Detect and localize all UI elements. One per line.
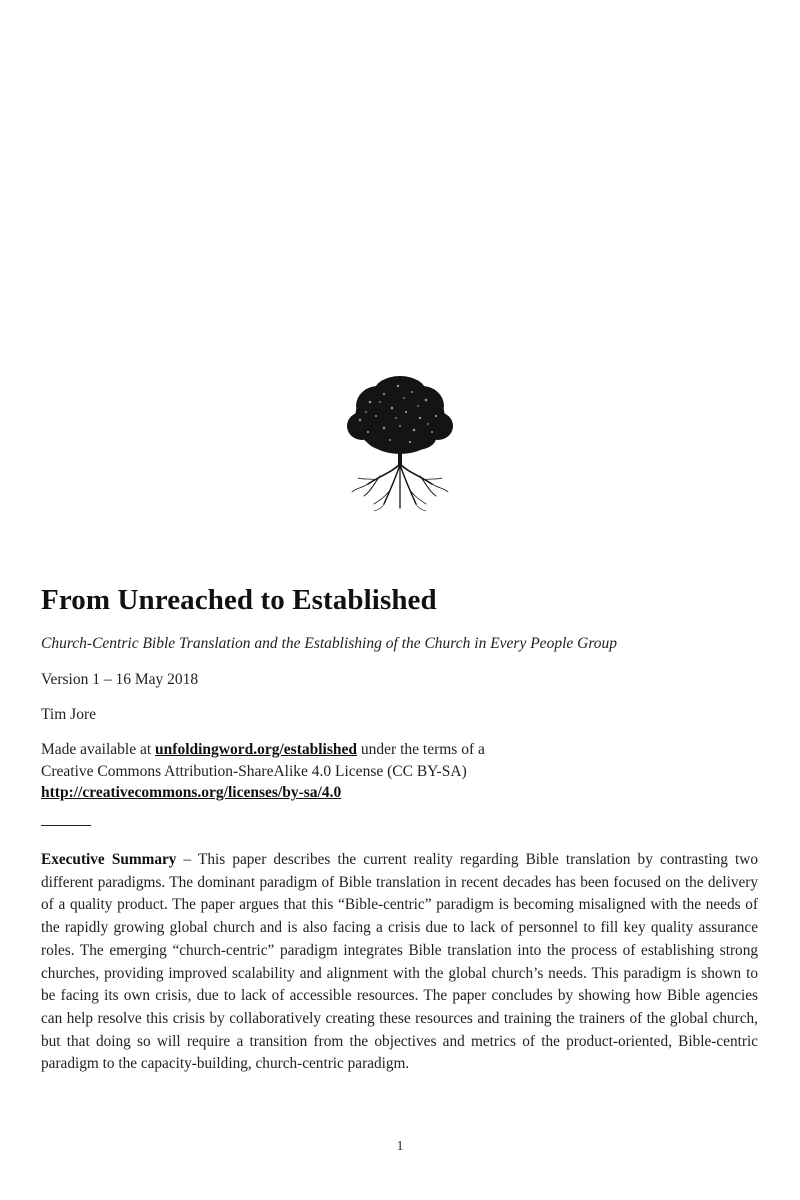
tree-logo-icon: [340, 372, 460, 512]
summary-text: – This paper describes the current reality regarding Bible translation by contrasting two different paradigms. The dominant paradigm of Bible translation in recent decades has been focused on the delivery of a quality product. The paper argues that this “Bible-centric” paradigm is becoming misaligned with the needs of the rapidly growing global church and is also facing a crisis due to lack of personnel to fill key quality assurance roles. The emerging “church-centric” paradigm integrates Bible translation into the process of establishing strong churches, providing improved scalability and alignment with the global church’s needs. This paradigm is shown to be facing its own crisis, due to lack of accessible resources. The paper concludes by showing how Bible agencies can help resolve this crisis by collaboratively creating these resources and training the trainers of the global church, but that doing so will require a transition from the objectives and metrics of the product-oriented, Bible-centric paradigm to the capacity-building, church-centric paradigm.: [41, 851, 758, 1073]
document-title: From Unreached to Established: [41, 584, 437, 616]
creative-commons-link[interactable]: http://creativecommons.org/licenses/by-sa/4.0: [41, 784, 342, 801]
version-date: Version 1 – 16 May 2018: [41, 671, 199, 688]
unfoldingword-link[interactable]: unfoldingword.org/established: [155, 741, 358, 758]
summary-heading: Executive Summary: [41, 851, 177, 868]
page-number: 1: [396, 1139, 404, 1154]
license-middle: under the terms of a: [357, 741, 485, 758]
section-divider: [41, 825, 91, 826]
author-name: Tim Jore: [41, 706, 96, 723]
document-subtitle: Church-Centric Bible Translation and the Establishing of the Church in Every People Group: [41, 635, 618, 652]
license-prefix: Made available at: [41, 741, 156, 758]
executive-summary: [41, 849, 758, 1076]
license-statement: [41, 739, 741, 804]
license-name: Creative Commons Attribution-ShareAlike 4.0 License (CC BY-SA): [41, 762, 467, 780]
